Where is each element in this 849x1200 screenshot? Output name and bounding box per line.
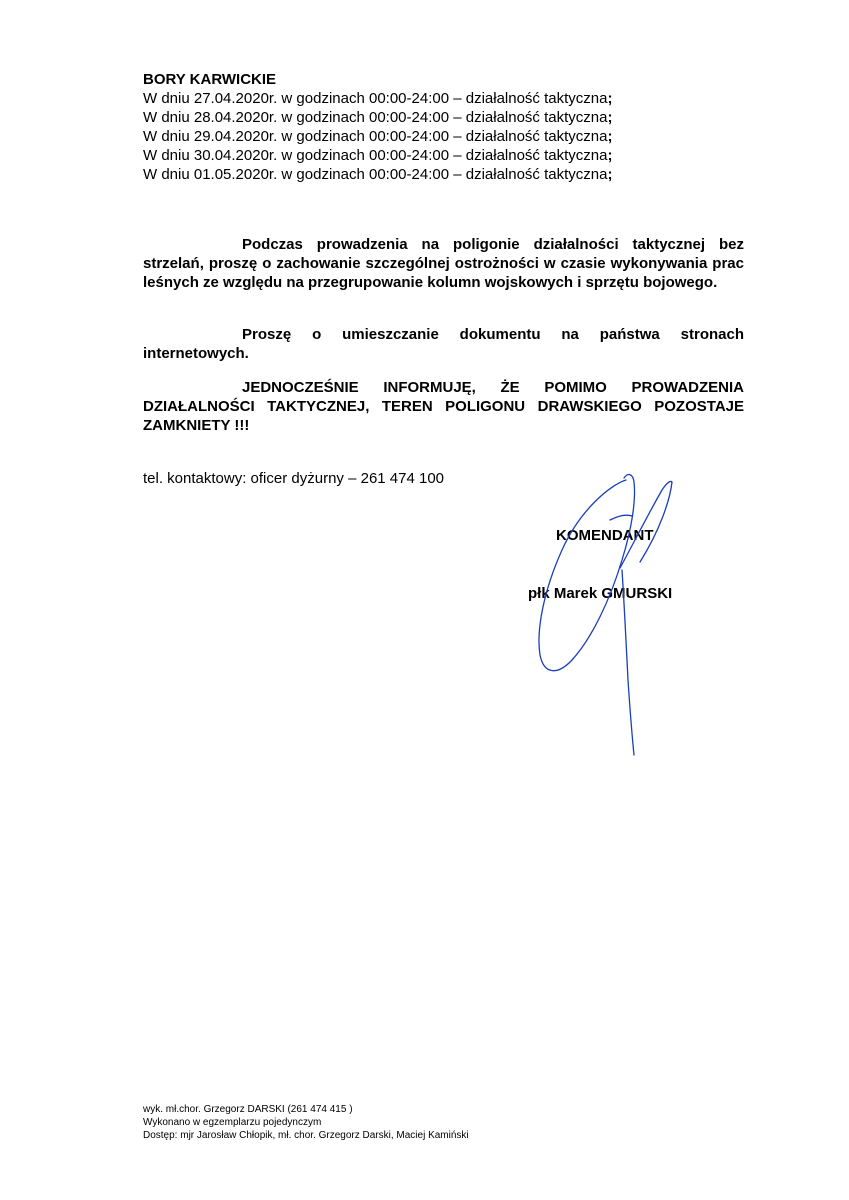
footer-access: Dostęp: mjr Jarosław Chłopik, mł. chor. Grzegorz Darski, Maciej Kamiński — [143, 1130, 469, 1141]
schedule-line-end: ; — [607, 166, 613, 183]
schedule-line-end: ; — [607, 128, 613, 145]
schedule-line-end: ; — [607, 147, 613, 164]
schedule-line — [143, 146, 743, 165]
schedule-section — [143, 70, 743, 184]
schedule-line — [143, 108, 743, 127]
schedule-line-text: W dniu 27.04.2020r. w godzinach 00:00-24:00 – działalność taktyczna — [143, 90, 608, 107]
caution-paragraph: Podczas prowadzenia na poligonie działalności taktycznej bez strzelań, proszę o zachowanie szczególnej ostrożności w czasie wykonywania prac leśnych ze względu na przegrupowanie kolumn wojskowych i sprzętu bojowego. — [143, 236, 744, 291]
handwritten-signature — [500, 450, 720, 770]
closure-notice-paragraph: JEDNOCZEŚNIE INFORMUJĘ, ŻE POMIMO PROWADZENIA DZIAŁALNOŚCI TAKTYCZNEJ, TEREN POLIGONU DRAWSKIEGO POZOSTAJE ZAMKNIETY !!! — [143, 379, 744, 434]
schedule-line — [143, 89, 743, 108]
schedule-line-text: W dniu 28.04.2020r. w godzinach 00:00-24:00 – działalność taktyczna — [143, 109, 608, 126]
schedule-line-end: ; — [607, 90, 613, 107]
schedule-line-text: W dniu 01.05.2020r. w godzinach 00:00-24:00 – działalność taktyczna — [143, 166, 608, 183]
schedule-line-text: W dniu 29.04.2020r. w godzinach 00:00-24:00 – działalność taktyczna — [143, 128, 608, 145]
schedule-line-text: W dniu 30.04.2020r. w godzinach 00:00-24:00 – działalność taktyczna — [143, 147, 608, 164]
contact-phone: tel. kontaktowy: oficer dyżurny – 261 474 100 — [143, 470, 445, 487]
schedule-line — [143, 165, 743, 184]
publish-request-paragraph: Proszę o umieszczanie dokumentu na państwa stronach internetowych. — [143, 326, 744, 362]
schedule-line — [143, 127, 743, 146]
signatory-name: płk Marek GMURSKI — [528, 585, 673, 602]
footer-author: wyk. mł.chor. Grzegorz DARSKI (261 474 415 ) — [143, 1104, 353, 1115]
schedule-line-end: ; — [607, 109, 613, 126]
footer-copies: Wykonano w egzemplarzu pojedynczym — [143, 1117, 322, 1128]
signatory-title: KOMENDANT — [556, 527, 654, 544]
section-title: BORY KARWICKIE — [143, 71, 277, 88]
document-footer — [143, 1103, 469, 1142]
